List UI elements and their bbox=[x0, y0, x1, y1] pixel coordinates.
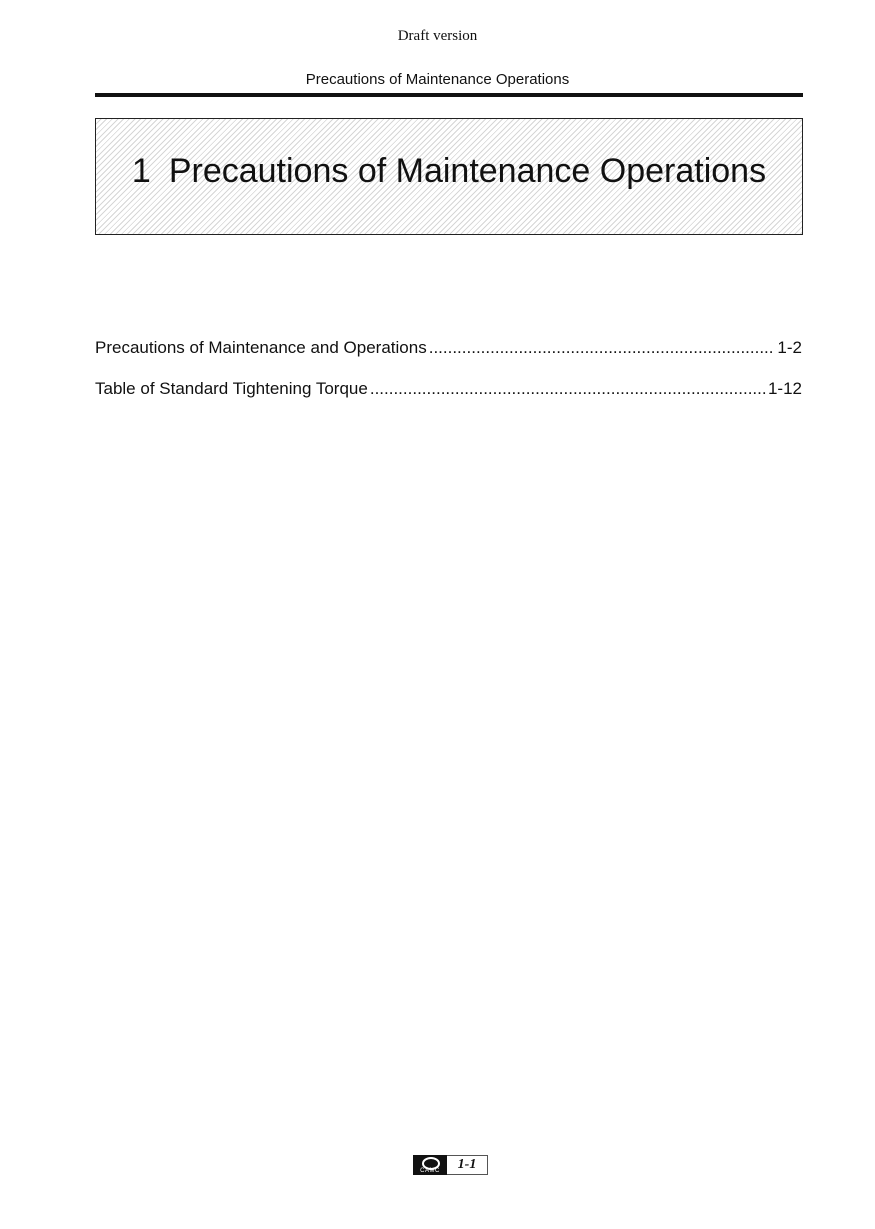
toc-dot-leader bbox=[429, 338, 776, 358]
toc-entry[interactable] bbox=[95, 379, 802, 399]
toc-entry-page: 1-12 bbox=[767, 379, 802, 398]
table-of-contents bbox=[95, 338, 802, 420]
header-rule bbox=[95, 93, 803, 97]
toc-entry-page: 1-2 bbox=[777, 338, 802, 357]
page-footer bbox=[413, 1155, 488, 1175]
camc-logo-icon bbox=[413, 1155, 447, 1175]
running-header: Precautions of Maintenance Operations bbox=[305, 71, 570, 88]
toc-entry-label: Precautions of Maintenance and Operations bbox=[95, 338, 427, 357]
logo-text: CAMC bbox=[420, 1168, 440, 1174]
chapter-title-text: Precautions of Maintenance Operations bbox=[168, 152, 767, 190]
toc-entry-label: Table of Standard Tightening Torque bbox=[95, 379, 368, 398]
page-number: 1-1 bbox=[447, 1155, 488, 1175]
toc-dot-leader bbox=[370, 379, 766, 399]
draft-label: Draft version bbox=[397, 28, 478, 44]
chapter-number: 1 bbox=[131, 152, 151, 190]
chapter-title bbox=[132, 152, 766, 191]
toc-entry[interactable] bbox=[95, 338, 802, 358]
chapter-title-box bbox=[95, 118, 803, 235]
